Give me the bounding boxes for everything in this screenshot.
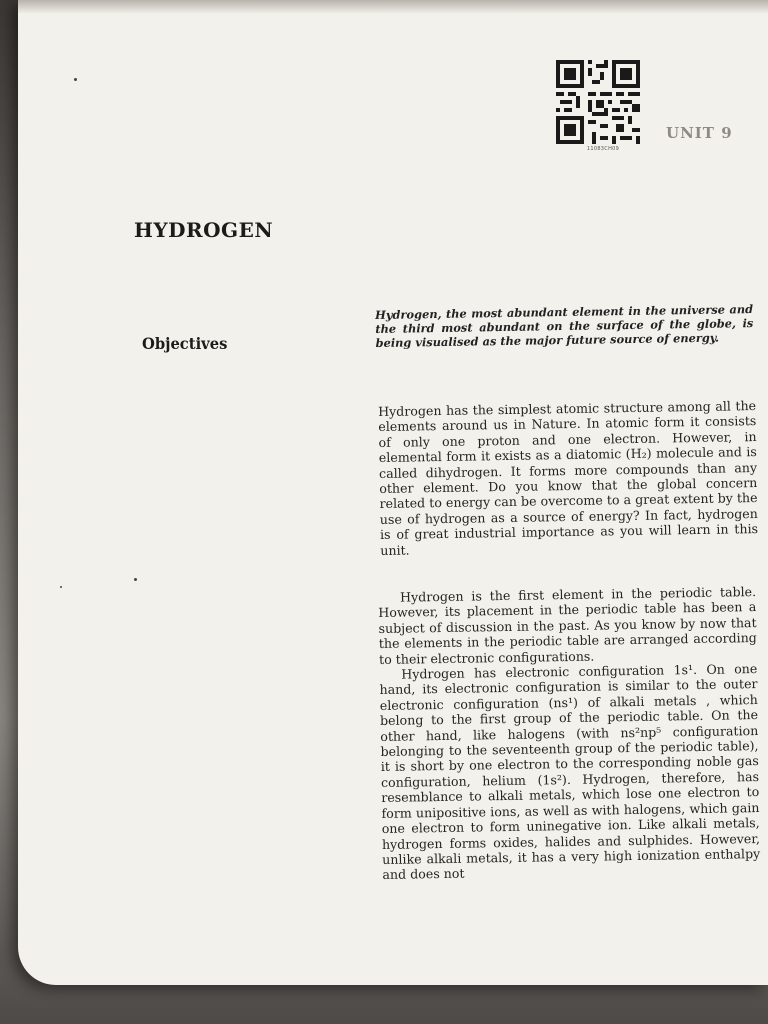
paragraph-1: Hydrogen has the simplest atomic structure among all the elements around us in Nature. In atomic form it consists of only one proton and one electron. However, in elemental form it exists as a diatomic (H₂) molecule and is called dihydrogen. It forms more compounds than any other element. Do you know that the global concern related to energy can be overcome to a great extent by the use of hydrogen as a source of energy? In fact, hydrogen is of great industrial importance as you will learn in this unit. (378, 398, 759, 558)
paragraph-2: Hydrogen is the first element in the periodic table. However, its placement in the periodic table has been a subject of discussion in the past. As you know by now that the elements in the periodic table are arranged according to their electronic configurations. (378, 584, 757, 667)
dust-speck (134, 578, 137, 581)
qr-code-caption: 11083CH09 (586, 146, 620, 152)
objectives-heading: Objectives (142, 334, 228, 353)
intro-quote: Hydrogen, the most abundant element in the universe and the third most abundant on the surface of the globe, is being visualised as the major future source of energy. (375, 302, 754, 350)
body-section-1 (378, 398, 758, 558)
body-section-2 (378, 584, 761, 883)
dust-speck (74, 78, 77, 81)
dust-speck (60, 586, 62, 588)
unit-number-label: UNIT 9 (666, 124, 733, 142)
qr-code-image (556, 60, 640, 144)
paragraph-3: Hydrogen has electronic configuration 1s¹. On one hand, its electronic configuration is similar to the outer electronic configuration (ns¹) of alkali metals , which belong to the first group of the periodic table. On the other hand, like halogens (with ns²np⁵ configuration belonging to the seventeenth group of the periodic table), it is short by one electron to the corresponding noble gas configuration, helium (1s²). Hydrogen, therefore, has resemblance to alkali metals, which lose one electron to form unipositive ions, as well as with halogens, which gain one electron to form uninegative ion. Like alkali metals, hydrogen forms oxides, halides and sulphides. However, unlike alkali metals, it has a very high ionization enthalpy and does not (379, 661, 761, 883)
book-page (18, 0, 768, 985)
chapter-title: HYDROGEN (134, 218, 274, 242)
